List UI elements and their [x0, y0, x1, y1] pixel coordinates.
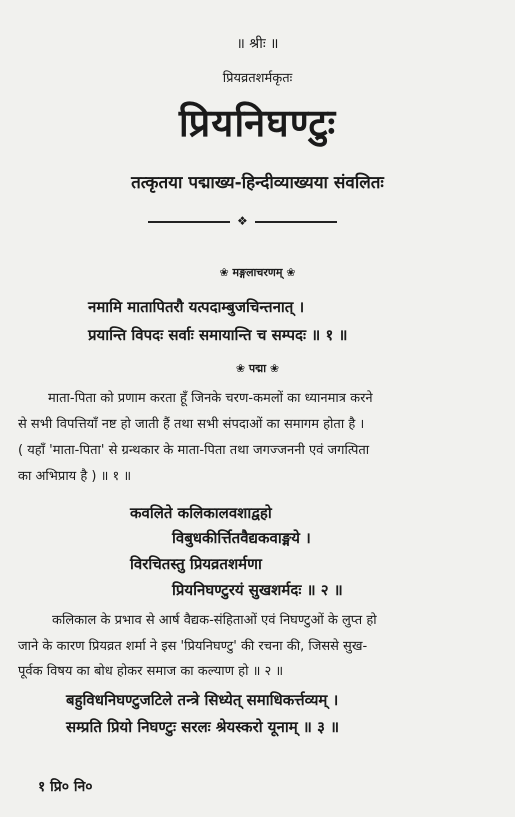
verse-1-line-2: प्रयान्ति विपदः सर्वाः समायान्ति च सम्पदः ॥ १ ॥	[88, 326, 348, 344]
verse-2-line-4: प्रियनिघण्टुरयं सुखशर्मदः ॥ २ ॥	[172, 581, 343, 599]
book-title: प्रियनिघण्टुः	[178, 101, 337, 145]
verse-2-line-3: विरचितस्तु प्रियव्रतशर्मणा	[130, 555, 262, 573]
invocation: ॥ श्रीः ॥	[236, 36, 279, 52]
commentary-1-line-1: माता-पिता को प्रणाम करता हूँ जिनके चरण-कमलों का ध्यानमात्र करने	[48, 391, 373, 406]
ornament-center-icon: ❖	[237, 214, 248, 228]
verse-1-line-1: नमामि मातापितरौ यत्पदाम्बुजचिन्तनात् ।	[88, 298, 305, 316]
ornament-rule-right	[255, 221, 337, 223]
commentary-2-line-2: जाने के कारण प्रियव्रत शर्मा ने इस 'प्रियनिघण्टु' की रचना की, जिससे सुख-	[18, 639, 368, 654]
commentary-1-line-4: का अभिप्राय है ) ॥ १ ॥	[18, 469, 132, 484]
commentary-1-line-2: से सभी विपत्तियाँ नष्ट हो जाती हैं तथा सभी संपदाओं का समागम होता है ।	[18, 417, 365, 432]
commentary-2-line-1: कलिकाल के प्रभाव से आर्ष वैद्यक-संहिताओं एवं निघण्टुओं के लुप्त हो	[52, 613, 377, 628]
book-subtitle: तत्कृतया पद्माख्य-हिन्दीव्याख्यया संवलितः	[131, 173, 384, 193]
section-heading-mangalacharan: ❀ मङ्गलाचरणम् ❀	[219, 266, 296, 279]
page-signature: १ प्रि० नि०	[38, 779, 93, 795]
ornament-rule-left	[148, 221, 230, 223]
commentary-2-line-3: पूर्वक विषय का बोध होकर समाज का कल्याण हो ॥ २ ॥	[18, 664, 284, 679]
verse-2-line-1: कवलिते कलिकालवशाद्वहो	[130, 504, 272, 522]
section-heading-padma: ❀ पद्मा ❀	[235, 362, 280, 375]
verse-3-line-1: बहुविधनिघण्टुजटिले तन्त्रे सिध्येत् समाधिकर्त्तव्यम् ।	[66, 691, 339, 709]
verse-3-line-2: सम्प्रति प्रियो निघण्टुः सरलः श्रेयस्करो यूनाम् ॥ ३ ॥	[66, 718, 340, 736]
verse-2-line-2: विबुधकीर्त्तितवैद्यकवाङ्मये ।	[172, 529, 311, 547]
author-byline: प्रियव्रतशर्मकृतः	[222, 71, 293, 86]
commentary-1-line-3: ( यहाँ 'माता-पिता' से ग्रन्थकार के माता-पिता तथा जगज्जननी एवं जगत्पिता	[18, 443, 370, 458]
